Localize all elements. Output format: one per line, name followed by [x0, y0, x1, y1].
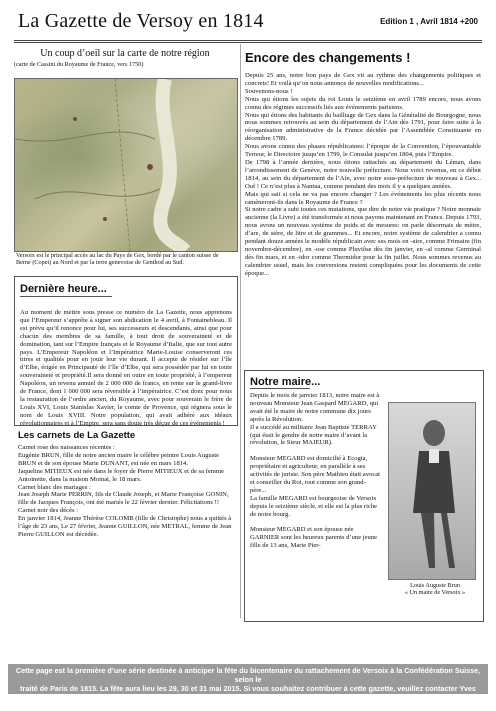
- breaking-text: Au moment de mettre sous presse ce numéro de La Gazette, nous apprenons que l’Empereur s’apprête à signer son abdication le 4 avril, à Fontainebleau. Il est prévu qu’il renonce pour lui, ses successeurs et descendants, ainsi que pour chacun des membres de sa famille, à tout droit de souveraineté et de domination, tant sur l’Empire français et le Royaume d’Italie, que sur tout autre pays. L’Empereur Napoléon et l’Impératrice Marie-Louise conserveront ces titres et qualités pour en jouir leur vie durant. Il accepte de résider sur l’île d’Elbe, érigée en Principauté de l’île d’Elbe, qui sera possédée par lui en toute souveraineté et propriété.Il sera donné en outre en toute propriété, à l’empereur Napoléon, un revenu annuel de 2 000 000 de francs, en rente sur le grand-livre de France, dont 1 000 000 sera réversible à l’impératrice. C’est donc pour nous la restauration de l’ordre ancien, du Royaume, avec pour souverain le frère de Louis XVI, Louis Stanislas Xavier, le comte de Provence, qui régnera sous le nom de Louis XVIII. Notre population, qui avait adhéré aux idéaux révolutionnaires et à l’Empire, sera sans doute très déçue de ces événements !: [20, 309, 232, 427]
- footer-line-2: traité de Paris de 1815. La fête aura lieu les 29, 30 et 31 mai 2015. Si vous souhaitez contribuer à cette gazette, veuillez contacter Yves Richard à: [20, 684, 476, 702]
- map-subtitle: (carte de Cassini du Royaume de France, vers 1750): [14, 61, 144, 68]
- newspaper-title: La Gazette de Versoy en 1814: [18, 10, 264, 32]
- changes-text: Depuis 25 ans, notre bon pays de Gex vit au rythme des changements politiques et concrets! Et voilà qu’on nous annonce de nouvelles modifications... Souvenons-nous ! Nous qui étions les sujets du roi Louis le seizième en avril 1789 encore, nous avons connu des régimes successifs liés aux événements parisiens. Nous qui étions des habitants du bailliage de Gex dans la Généralité de Bourgogne, nous nous sommes retrouvés au sein du département de l’Ain dès 1791, pour faire suite à la réorganisation administrative de la France décidée par l’Assemblée Constituante en décembre 1789. Nous avons connu des phases républicaines: l’époque de la Convention, l’épouvantable Terreur, le Directoire jusqu’en 1799, le Consulat jusqu’en 1804, puis l’Empire. De 1798 à l’année dernière, nous étions rattachés au département du Léman, dans l’arrondissement de Genève, notre nouvelle préfecture. Nous voici revenus, en ce début 1814, au sein du département de l’Ain, avec notre sous-préfecture de nouveau à Gex... Ouf ! Ce n’est plus à Nantua, comme pendant des mois il y a quelques années. Mais qui sait si cela ne va pas encore changer ? Les événements les plus récents nous ramèneront-ils dans le Royaume de France ? Si notre cadre a subi toutes ces mutations, que dire de notre vie pratique ? Notre monnaie ancienne (la Livre) a été transformée et nous payons maintenant en Francs. Depuis 1793, nous avons un nouveau système de poids et de mesures: on parle désormais de mètre, d’are, de stère, de litre et de grammes... Et encore, notre système de calendrier a connu pendant douze années le modèle républicain avec ses mois en -aire, comme Frimaire (fin novembre-décembre), en -ose comme Pluviôse dès fin janvier, en -al comme Germinal dès fin mars, et en -idor comme Thermidor pour la fin juillet. Nous sommes revenus au calendrier usuel, mais les conversions restent compliquées pour les documents de cette époque...: [245, 72, 481, 277]
- map-lines: [15, 79, 237, 251]
- portrait-caption-title: « Un maire de Versoix »: [404, 589, 466, 597]
- breaking-title-underline: [20, 296, 112, 297]
- mayor-title-underline: [250, 388, 310, 389]
- breaking-title: Dernière heure...: [20, 283, 107, 295]
- map-title: Un coup d’oeil sur la carte de notre région: [40, 48, 210, 59]
- carnets-title: Les carnets de La Gazette: [18, 430, 136, 441]
- footer-line-1: Cette page est la première d’une série destinée à anticiper la fête du bicentenaire du rattachement de Versoix à la Confédération Suisse, selon le: [15, 666, 481, 684]
- masthead-rule: [14, 40, 482, 41]
- portrait-figure: [389, 403, 475, 579]
- portrait-caption-name: Louis Auguste Brun: [410, 582, 460, 589]
- cassini-map-image: [14, 78, 238, 252]
- column-divider: [240, 44, 241, 618]
- mayor-portrait-image: [388, 402, 476, 580]
- footer-line-3[interactable]: yri@bluewin.ch. Merci !: [207, 702, 289, 711]
- portrait-caption: [392, 582, 478, 597]
- masthead: [14, 8, 482, 38]
- masthead-rule-2: [14, 42, 482, 43]
- footer-banner: [8, 664, 488, 711]
- map-caption: Versoix est le principal accès au lac du Pays de Gex, bordé par le canton suisse de Berne (Copet) au Nord et par la terre genevoise de Genthod au Sud.: [16, 252, 219, 267]
- carnets-text: Carnet rose des naissances récentes : Eugénie BRUN, fille de notre ancien maire le célèbre peintre Louis Auguste BRUN et de son épouse Marie DUNANT, est née en mars 1814. Jaqueline MITIEUX est née dans le foyer de Pierre MITIEUX et de sa femme Antoinette, dans la maison Moinat, le 18 mars. Carnet blanc des mariages : Jean Joseph Marie PERRIN, fils de Claude Joseph, et Marie Françoise GONIN, fille de Jacques François, ont été mariés le 22 février dernier. Félicitations !! Carnet noir des décès : En janvier 1814, Jeanne Thérèse COLOMB (fille de Christophe) nous a quittés à l’âge de 23 ans, Le 27 février, Jeanne GUILLON, née METRAL, femme de Jean Pierre GUILLON est décédée.: [18, 444, 232, 538]
- mayor-title: Notre maire...: [250, 376, 321, 388]
- mayor-text: Depuis le mois de janvier 1813, notre maire est à nouveau Monsieur Jean Gaspard MEGARD, qui avait été le maire de notre commune dix jours après la Révolution. Il a succédé au militaire Jean Baptiste TERRAY (qui était le gendre de notre maire d’avant la révolution, le Sieur MAJEUR). Monsieur MEGARD est domicilié à Ecogia, propriétaire et agriculteur, en parallèle à ses activités de juriste. Son père Mathieu était avocat et conseiller du Roi, tout comme son grand-père... La famille MEGARD est bourgeoise de Versoix depuis le seizième siècle, et elle est la plus riche de notre bourg. Monsieur MEGARD et son épouse née GARNIER sont les heureux parents d’une jeune fille de 13 ans, Marie Pier-: [250, 392, 380, 550]
- map-section: [14, 48, 236, 68]
- changes-title: Encore des changements !: [245, 50, 411, 65]
- edition-label: Edition 1 , Avril 1814 +200: [380, 17, 478, 26]
